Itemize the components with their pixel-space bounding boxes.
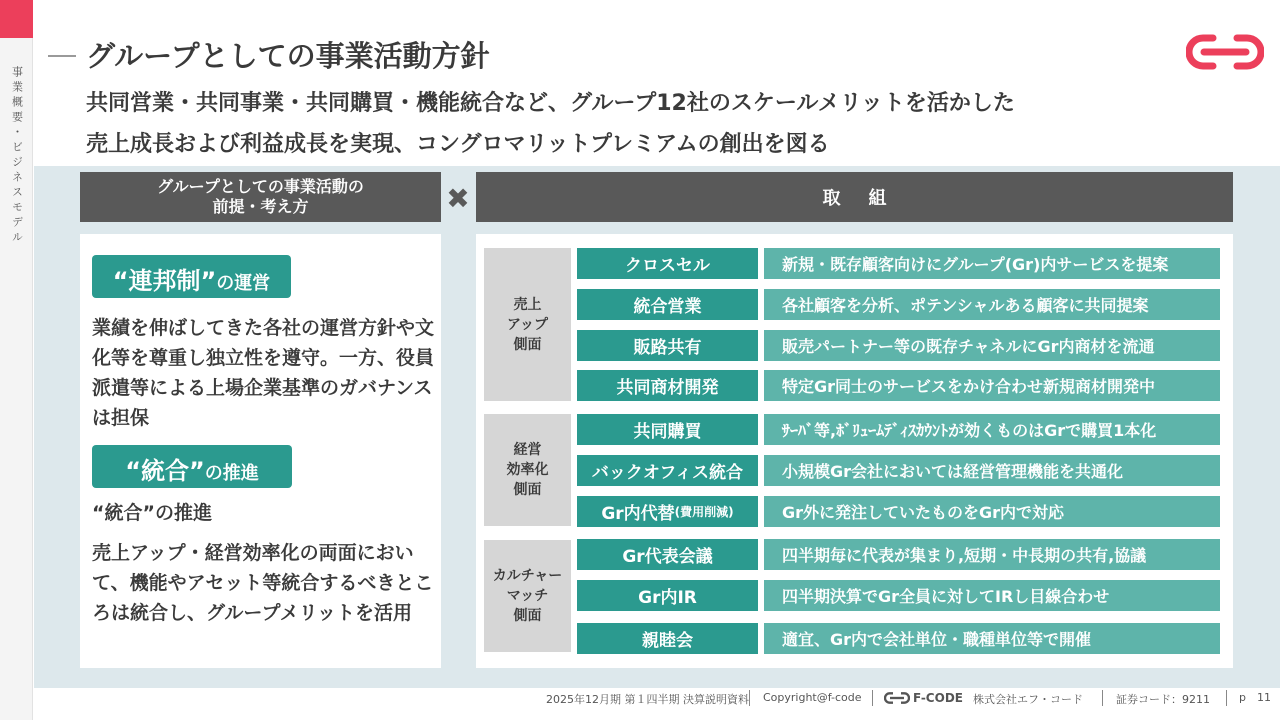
- category-line: 側面: [513, 482, 542, 498]
- sidebar: [0, 0, 33, 720]
- integration-badge-small: の推進: [204, 463, 259, 484]
- initiative-desc: 販売パートナー等の既存チャネルにGr内商材を流通: [764, 330, 1220, 361]
- footer-page-prefix: p: [1239, 691, 1246, 704]
- initiative-item: 統合営業: [577, 289, 758, 320]
- footer: [34, 688, 1280, 720]
- section-label: 事業概要・ビジネスモデル: [10, 66, 24, 246]
- initiative-desc: ｻｰﾊﾞ等,ﾎﾞﾘｭｰﾑﾃﾞｨｽｶｳﾝﾄが効くものはGrで購買1本化: [764, 414, 1220, 445]
- title-dash: [48, 55, 76, 57]
- category-line: マッチ: [506, 588, 549, 604]
- page-subtitle-line2: 売上成長および利益成長を実現、コングロマリットプレミアムの創出を図る: [86, 132, 830, 157]
- category-line: 効率化: [506, 462, 549, 478]
- initiative-item-sub: (費用削減): [674, 505, 734, 519]
- initiative-item: クロスセル: [577, 248, 758, 279]
- footer-doc-title: 2025年12月期 第１四半期 決算説明資料: [546, 693, 749, 706]
- premise-header-line2: 前提・考え方: [212, 197, 309, 216]
- footer-page-number: 11: [1257, 691, 1271, 704]
- category-line: カルチャー: [492, 568, 563, 584]
- category-line: 売上: [513, 296, 542, 313]
- category-line: アップ: [506, 316, 549, 333]
- initiative-item: バックオフィス統合: [577, 455, 758, 486]
- category-line: 側面: [513, 336, 542, 353]
- category-efficiency: [484, 414, 571, 526]
- initiative-item-main: Gr内代替: [601, 504, 675, 524]
- footer-divider: [749, 690, 750, 706]
- initiative-desc: 適宜、Gr内で会社単位・職種単位等で開催: [764, 623, 1220, 654]
- initiative-desc: 各社顧客を分析、ポテンシャルある顧客に共同提案: [764, 289, 1220, 320]
- sidebar-accent-bar: [0, 0, 33, 38]
- footer-stock-code: 証券コード：9211: [1116, 693, 1210, 706]
- page-title: グループとしての事業活動方針: [86, 39, 490, 73]
- initiative-item: 親睦会: [577, 623, 758, 654]
- initiative-item: 共同商材開発: [577, 370, 758, 401]
- premise-panel: [80, 234, 441, 668]
- integration-caption: “統合”の推進: [92, 502, 212, 524]
- category-line: 側面: [513, 608, 542, 624]
- federal-system-text: 業績を伸ばしてきた各社の運営方針や文化等を尊重し独立性を遵守。一方、役員派遣等による上場企業基準のガバナンスは担保: [92, 317, 435, 429]
- premise-header-line1: グループとしての事業活動の: [157, 177, 364, 196]
- initiative-item: 共同購買: [577, 414, 758, 445]
- integration-badge-big: “統合”: [125, 457, 205, 485]
- initiative-item: [577, 496, 758, 527]
- footer-logo: [884, 689, 970, 707]
- federal-system-badge: [92, 255, 291, 298]
- cross-icon: ✖: [446, 181, 470, 215]
- category-line: 経営: [513, 442, 542, 458]
- footer-divider: [1102, 690, 1103, 706]
- initiative-item: 販路共有: [577, 330, 758, 361]
- initiative-desc: 四半期毎に代表が集まり,短期・中長期の共有,協議: [764, 539, 1220, 570]
- category-sales-up: [484, 248, 571, 401]
- premise-header: [80, 172, 441, 222]
- initiatives-panel: [476, 234, 1233, 668]
- footer-copyright: Copyright@f-code: [763, 691, 862, 704]
- fcode-small-logo-icon: [884, 691, 910, 705]
- fcode-logo-icon: [1186, 32, 1264, 72]
- page-subtitle-line1: 共同営業・共同事業・共同購買・機能統合など、グループ12社のスケールメリットを活かした: [86, 91, 1015, 116]
- federal-system-badge-small: の運営: [216, 273, 271, 294]
- initiative-item: Gr代表会議: [577, 539, 758, 570]
- initiative-desc: 四半期決算でGr全員に対してIRし目線合わせ: [764, 580, 1220, 611]
- initiative-desc: 特定Gr同士のサービスをかけ合わせ新規商材開発中: [764, 370, 1220, 401]
- footer-logo-text: F-CODE: [913, 691, 963, 705]
- initiatives-header-a: 取: [822, 188, 841, 209]
- initiative-desc: Gr外に発注していたものをGr内で対応: [764, 496, 1220, 527]
- footer-divider: [872, 690, 873, 706]
- integration-badge: [92, 445, 292, 488]
- initiative-desc: 新規・既存顧客向けにグループ(Gr)内サービスを提案: [764, 248, 1220, 279]
- initiatives-header: [476, 172, 1233, 222]
- initiative-desc: 小規模Gr会社においては経営管理機能を共通化: [764, 455, 1220, 486]
- integration-text: 売上アップ・経営効率化の両面において、機能やアセット等統合するべきところは統合し、グループメリットを活用: [92, 542, 434, 624]
- federal-system-badge-big: “連邦制”: [112, 267, 217, 295]
- footer-divider: [1226, 690, 1227, 706]
- category-culture-match: [484, 540, 571, 652]
- initiatives-header-b: 組: [868, 188, 887, 209]
- footer-company: 株式会社エフ・コード: [973, 693, 1083, 706]
- initiative-item: Gr内IR: [577, 580, 758, 611]
